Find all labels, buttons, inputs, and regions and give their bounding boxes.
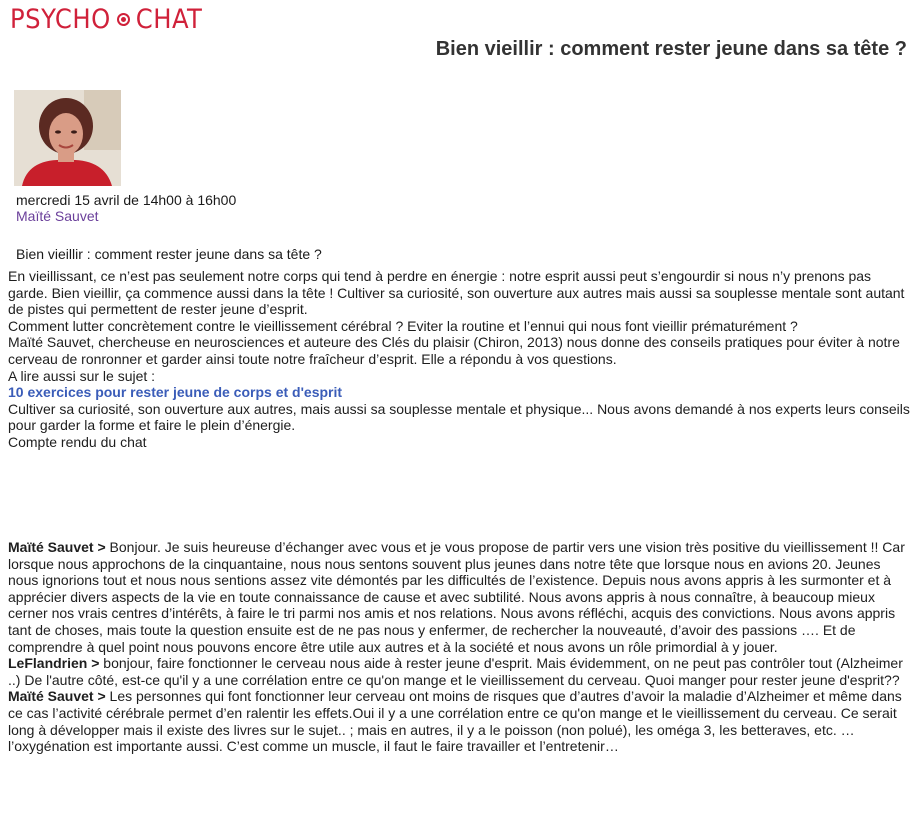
see-also-label: A lire aussi sur le sujet : <box>8 367 156 384</box>
site-logo[interactable] <box>10 4 202 35</box>
chat-message <box>8 539 914 655</box>
session-date: mercredi 15 avril de 14h00 à 16h00 <box>16 192 237 208</box>
article-content <box>8 268 913 451</box>
author-link[interactable]: Maïté Sauvet <box>16 208 99 224</box>
related-article-desc: Cultiver sa curiosité, son ouverture aux autres, mais aussi sa souplesse mentale et physique... Nous avons demandé à nos experts leurs conseils pour garder la forme et faire le plein d’énergie. <box>8 400 910 434</box>
chat-speaker: Maïté Sauvet > <box>8 688 106 705</box>
logo-text-psycho: PSYCHO <box>10 4 111 35</box>
chat-report-label: Compte rendu du chat <box>8 433 147 450</box>
chat-text: bonjour, faire fonctionner le cerveau nous aide à rester jeune d'esprit. Mais évidemment, on ne peut pas contrôler tout (Alzheimer ..) De l'autre côté, est-ce qu'il y a une corrélation entre ce qu'on mange et le vieillissement du cerveau. Quoi manger pour rester jeune d'esprit?? <box>8 655 903 688</box>
intro-title: Bien vieillir : comment rester jeune dans sa tête ? <box>16 246 322 262</box>
chat-message <box>8 688 914 754</box>
logo-text-chat: CHAT <box>135 4 203 35</box>
chat-speaker: LeFlandrien > <box>8 655 100 672</box>
related-article-link[interactable]: 10 exercices pour rester jeune de corps et d'esprit <box>8 384 343 401</box>
session-meta <box>16 192 236 224</box>
page-title: Bien vieillir : comment rester jeune dans sa tête ? <box>435 38 907 60</box>
author-photo <box>14 90 121 186</box>
author-portrait-icon <box>14 90 121 186</box>
chat-message <box>8 655 914 688</box>
chat-text: Bonjour. Je suis heureuse d’échanger avec vous et je vous propose de partir vers une vision très positive du vieillissement !! Car lorsque nous approchons de la cinquantaine, nous nous sentons souvent plus jeunes dans notre tête que lorsque nous en avions 20. Jeunes nous ignorions tout et nous nous sentions assez vite démontés par les difficultés de l’existence. Depuis nous avons appris à les surmonter et à apprécier divers aspects de la vie en toute connaissance de cause et avec subtilité. Nous avons appris à nous connaître, à beaucoup mieux cerner nos vrais centres d’intérêts, à faire le tri parmi nos amis et nos relations. Nous avons réfléchi, acquis des convictions. Nous avons appris tant de choses, mais toute la question ensuite est de ne pas nous y enfermer, de rechercher la nouveauté, d’avoir des passions …. Et de comprendre à quel point nous pouvons encore être utile aux autres et à la société et nous avons un rôle primordial à y jouer. <box>8 539 905 655</box>
intro-paragraph-1: En vieillissant, ce n’est pas seulement notre corps qui tend à perdre en énergie : notre esprit aussi peut s’engourdir si nous n’y prenons pas garde. Bien vieillir, ça commence aussi dans la tête ! Cultiver sa curiosité, son ouverture aux autres mais aussi sa souplesse mentale sont autant de pistes qui permettent de rester jeune d’esprit. <box>8 268 905 318</box>
intro-paragraph-2: Comment lutter concrètement contre le vieillissement cérébral ? Eviter la routine et l’ennui qui nous font vieillir prématurément ? <box>8 317 798 334</box>
intro-paragraph-3: Maïté Sauvet, chercheuse en neurosciences et auteure des Clés du plaisir (Chiron, 2013) nous donne des conseils pratiques pour éviter à notre cerveau de ronronner et garder ainsi toute notre fraîcheur d’esprit. Elle a répondu à vos questions. <box>8 334 900 367</box>
chat-transcript <box>8 539 914 755</box>
logo-dot-icon <box>117 13 130 26</box>
chat-text: Les personnes qui font fonctionner leur cerveau ont moins de risques que d’autres d’avoir la maladie d’Alzheimer et même dans ce cas l’activité cérébrale permet d’en ralentir les effets.Oui il y a une corrélation entre ce qu'on mange et le vieillissement du cerveau. Ce serait long à développer mais il existe des livres sur le sujet.. ; mais en autres, il y a le poisson (non polué), les oméga 3, les betteraves, etc. … l’oxygénation est importante aussi. C’est comme un muscle, il faut le faire travailler et l’entretenir… <box>8 688 902 755</box>
chat-speaker: Maïté Sauvet > <box>8 539 106 555</box>
